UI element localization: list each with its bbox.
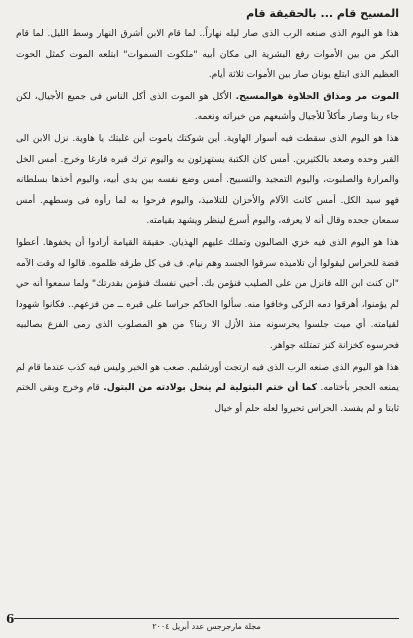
- paragraph-5-bold-text: كما أن ختم البتولية لم ينحل بولادته من البتول.: [103, 382, 317, 394]
- paragraph-1: [16, 24, 399, 86]
- paragraph-4-text: هذا هو اليوم الذى فيه خزي الصالبون وتملك عليهم الهذيان. حقيقة القيامة أرادوا أن يخفوها. أعطوا فضة للحراس ليقولوا أن تلاميذه سرقوا الجسد وهم نيام. ف فى كل طرقه ظلموه. قالوا له وقت الآمه "ان كنت ابن الله فانزل من على الصليب فنؤمن بك. أحيي نفسك فنؤمن بقدرتك" ولما سمعوا أنه حي لم يؤمنوا، أهرقوا دمه الزكى وخافوا منه. سألوا الحاكم حراسا على قبره ــ من فزعهم.. فكانوا شهودا لقيامته. أي ميت جلسوا يحرسونه منذ الأزل الا ربنا؟ من هو المصلوب الذى رمى الفزع بصالبيه فحرسوه كخزانة كنز تمتلئه جواهر.: [16, 236, 399, 351]
- article-heading: المسيح قام ... بالحقيقة قام: [246, 7, 399, 20]
- paragraph-5: [16, 358, 399, 420]
- paragraph-5-tail: قام وخرج وبقى الختم ثابتا و لم يفسد. الحراس تحيروا لعله حلم أو خيال: [16, 382, 399, 414]
- paragraph-2-text: الأكل هو الموت الذى أكل الناس فى جميع الأجيال، لكن جاء ربنا وصار مأكلاً للأجيال وأشبعهم من خيراته ونعمه.: [16, 90, 399, 123]
- paragraph-3: [16, 129, 399, 232]
- page-footer: [0, 610, 413, 638]
- paragraph-4: [16, 233, 399, 357]
- paragraph-2-lead: الموت مر ومذاق الحلاوة هوالمسيح.: [235, 90, 400, 102]
- paragraph-2: [16, 87, 399, 128]
- paragraph-3-text: هذا هو اليوم الذى سقطت فيه أسوار الهاوية. أين شوكتك ياموت أين غلبتك يا هاوية. نزل الابن الى القبر وحده وصعد بالكثيرين. أمس كان الكتبة يستهزئون به واليوم ترك قبره فارغا وخرج. أمس الخل والمرارة والصلبوت، واليوم التمجيد والتسبيح. أمس وضع نفسه بين يدى أبيه، واليوم أخذها بسلطانه فهو سيد الكل. أمس كانت الآلام والأحزان للتلاميذ، واليوم فرحوا به لما رأوه فى وسطهم. أمس سمعان جحده وقال أنه لا يعرفه، واليوم أسرع لينظر ويشهد بقيامته.: [16, 132, 399, 227]
- paragraph-1-text: هذا هو اليوم الذى صنعه الرب الذى صار ليله نهاراً.. لما قام الابن أشرق النهار وسط الليل. لما قام البكر من بين الأموات رفع البشرية الى مكان أبيه "ملكوت السموات" ابتلعه الموت كمثل الحوت العظيم الذى ابتلع يونان صار بين الأموات ثلاثة أيام.: [16, 28, 399, 81]
- page-number: 6: [6, 612, 15, 626]
- publication-name: مجلة مارجرجس عدد أبريل ٢٠٠٤: [152, 622, 261, 631]
- paragraph-5-text: هذا هو اليوم الذى صنعه الرب الذى فيه ارتجت أورشليم. صعب هو الخبر وليس فيه كذب عندما قام لم يمنعه الحجر بأختامه.: [16, 361, 399, 394]
- footer-divider: [14, 618, 399, 619]
